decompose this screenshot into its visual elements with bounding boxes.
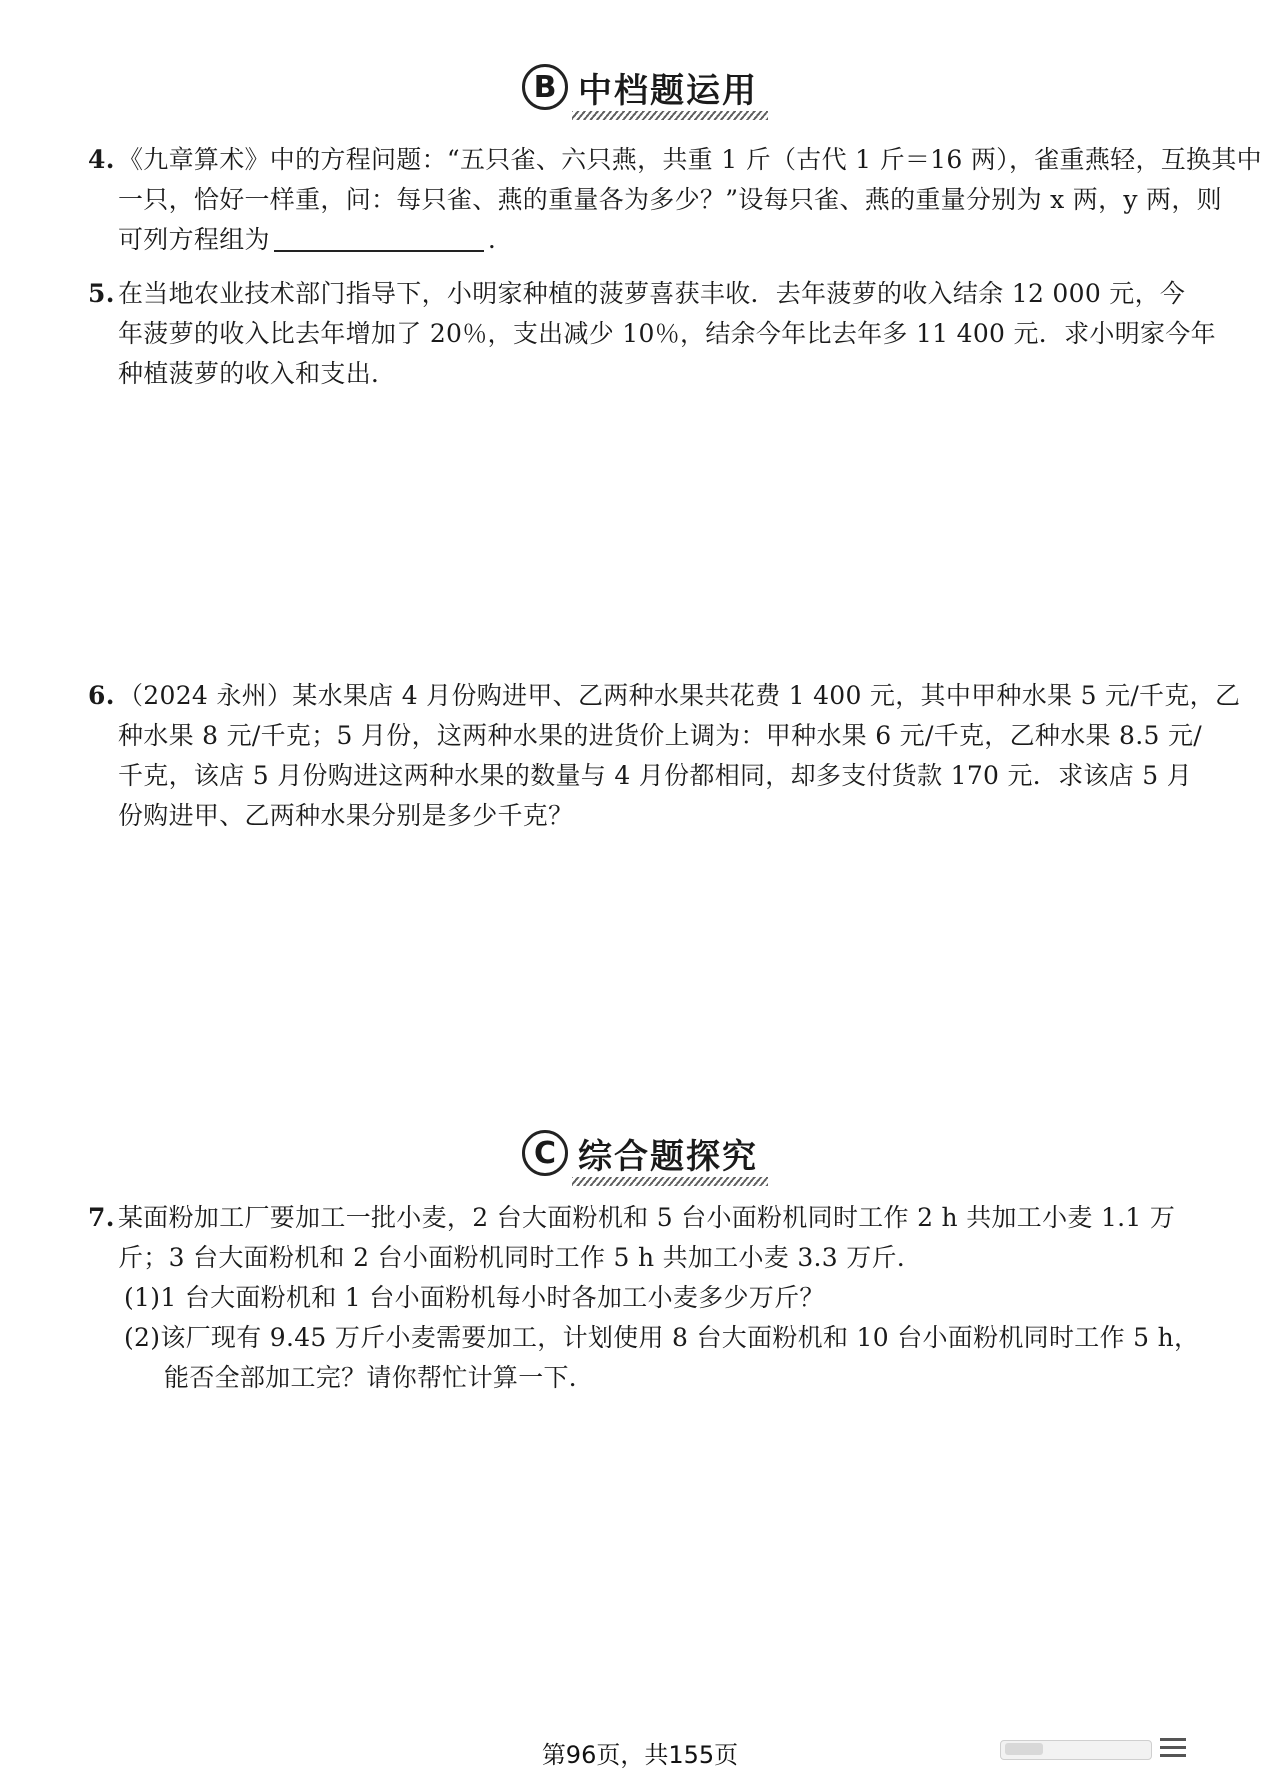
sub-question-2-line: (2)该厂现有 9.45 万斤小麦需要加工，计划使用 8 台大面粉机和 10 台小面粉机同时工作 5 h，: [124, 1323, 1200, 1352]
title-underline-decoration: [572, 1177, 768, 1186]
page-indicator: 第96页，共155页: [541, 1741, 739, 1769]
problem-number: 5.: [88, 279, 115, 308]
problem-line: （2024 永州）某水果店 4 月份购进甲、乙两种水果共花费 1 400 元，其中甲种水果 5 元/千克，乙: [118, 681, 1241, 710]
scrollbar-icon[interactable]: [1000, 1728, 1190, 1768]
problem-number: 4.: [88, 145, 115, 174]
section-label-c: 综合题探究: [578, 1136, 758, 1177]
problem-line: 年菠萝的收入比去年增加了 20％，支出减少 10％，结余今年比去年多 11 400 元．求小明家今年: [118, 319, 1216, 348]
problem-line: 种植菠萝的收入和支出．: [118, 359, 397, 388]
sub-question-2-line: 能否全部加工完？请你帮忙计算一下．: [164, 1363, 595, 1392]
section-label-b: 中档题运用: [578, 70, 758, 111]
answer-suffix: .: [487, 225, 497, 254]
problem-number: 7.: [88, 1203, 115, 1232]
problem-line: 斤；3 台大面粉机和 2 台小面粉机同时工作 5 h 共加工小麦 3.3 万斤．: [118, 1243, 923, 1272]
problem-6: [88, 676, 1241, 836]
section-title-b: [0, 52, 1280, 122]
problem-number: 6.: [88, 681, 115, 710]
section-badge-c: C: [522, 1130, 568, 1176]
menu-icon[interactable]: [1160, 1738, 1186, 1760]
section-badge-b: B: [522, 64, 568, 110]
answer-blank[interactable]: [274, 220, 484, 252]
problem-line: 千克，该店 5 月份购进这两种水果的数量与 4 月份都相同，却多支付货款 170 元．求该店 5 月: [118, 761, 1193, 790]
problem-line: [118, 220, 1228, 260]
problem-line: 在当地农业技术部门指导下，小明家种植的菠萝喜获丰收．去年菠萝的收入结余 12 000 元，今: [118, 279, 1186, 308]
problem-line: 一只，恰好一样重，问：每只雀、燕的重量各为多少？”设每只雀、燕的重量分别为 x 两，y 两，则: [118, 185, 1222, 214]
sub-question-1: (1)1 台大面粉机和 1 台小面粉机每小时各加工小麦多少万斤？: [124, 1283, 825, 1312]
section-title-c: [0, 1118, 1280, 1188]
scrollbar-track[interactable]: [1000, 1740, 1152, 1760]
title-underline-decoration: [572, 111, 768, 120]
problem-line: 《九章算术》中的方程问题：“五只雀、六只燕，共重 1 斤（古代 1 斤＝16 两），雀重燕轻，互换其中: [118, 145, 1262, 174]
problem-7: [88, 1198, 1228, 1398]
problem-5: [88, 274, 1228, 394]
problem-4: [88, 140, 1262, 260]
problem-line: 某面粉加工厂要加工一批小麦，2 台大面粉机和 5 台小面粉机同时工作 2 h 共加工小麦 1.1 万: [118, 1203, 1176, 1232]
problem-line: 种水果 8 元/千克；5 月份，这两种水果的进货价上调为：甲种水果 6 元/千克，乙种水果 8.5 元/: [118, 721, 1202, 750]
scrollbar-thumb[interactable]: [1005, 1743, 1043, 1755]
problem-line: 份购进甲、乙两种水果分别是多少千克？: [118, 801, 574, 830]
answer-prompt: 可列方程组为: [118, 225, 270, 254]
